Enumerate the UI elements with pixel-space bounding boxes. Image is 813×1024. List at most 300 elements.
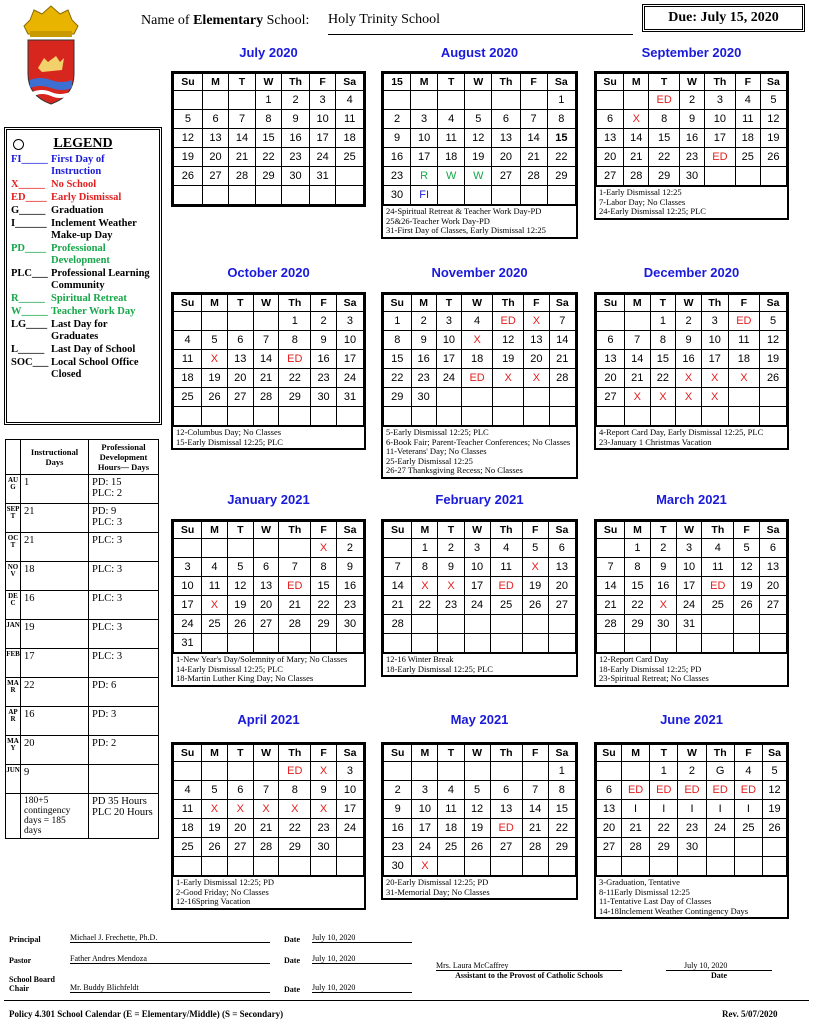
legend-text: Inclement Weather Make-up Day	[51, 218, 137, 241]
day-cell: 26	[760, 369, 787, 388]
hours-row	[6, 765, 159, 794]
revision-text: Rev. 5/07/2020	[722, 1009, 778, 1019]
week-row	[174, 350, 364, 369]
hours-row	[6, 707, 159, 736]
day-cell: X	[412, 857, 438, 876]
day-cell	[702, 615, 734, 634]
hours-days: 18	[21, 562, 89, 591]
day-cell: 6	[227, 331, 253, 350]
day-cell: 31	[309, 167, 335, 186]
day-cell: 19	[202, 369, 228, 388]
day-cell	[597, 312, 625, 331]
day-cell: 7	[597, 558, 625, 577]
legend-item	[11, 344, 155, 356]
day-cell: 10	[336, 331, 363, 350]
day-cell: 16	[384, 819, 412, 838]
month-title: September 2020	[641, 45, 742, 60]
day-cell: 5	[760, 312, 787, 331]
day-cell: ED	[649, 91, 680, 110]
day-cell: X	[650, 596, 676, 615]
calendar-grid	[596, 521, 787, 653]
day-cell	[734, 857, 762, 876]
day-cell: 13	[548, 558, 575, 577]
day-cell: 29	[279, 388, 311, 407]
day-cell	[464, 762, 490, 781]
month-note: 1-Early Dismissal 12:25	[599, 187, 682, 197]
day-cell: 10	[705, 110, 736, 129]
weekday-header: T	[650, 522, 676, 539]
weekday-header: Th	[490, 522, 522, 539]
hours-month: NOV	[6, 562, 21, 591]
day-cell: X	[624, 388, 650, 407]
day-cell	[759, 615, 786, 634]
hours-pd: PLC: 3	[89, 591, 159, 620]
day-cell: 18	[174, 819, 202, 838]
day-cell: 14	[520, 129, 547, 148]
day-cell	[624, 407, 650, 426]
day-cell: 2	[650, 539, 676, 558]
day-cell: 10	[411, 129, 438, 148]
week-row	[384, 369, 576, 388]
day-cell	[597, 762, 622, 781]
date-label-2: Date	[284, 956, 300, 965]
day-cell	[229, 186, 255, 205]
day-cell	[282, 186, 310, 205]
weekday-header: Sa	[549, 295, 575, 312]
day-cell: 4	[735, 91, 760, 110]
day-cell	[597, 857, 622, 876]
month-note: 20-Early Dismissal 12:25; PD	[386, 877, 489, 887]
week-row	[384, 819, 576, 838]
month-note: 25-Early Dismissal 12:25	[386, 455, 473, 466]
month-title: July 2020	[239, 45, 298, 60]
day-cell: 3	[701, 312, 728, 331]
day-cell	[621, 762, 649, 781]
day-cell: X	[202, 800, 228, 819]
weekday-header: Su	[174, 295, 202, 312]
day-cell: 5	[227, 558, 253, 577]
day-cell: 20	[227, 369, 253, 388]
assistant-date-label: Date	[666, 970, 772, 980]
day-cell	[202, 539, 228, 558]
board-name: Mr. Buddy Blichfeldt	[70, 983, 270, 993]
week-row	[597, 577, 787, 596]
day-cell: 9	[680, 110, 705, 129]
assistant-name: Mrs. Laura McCaffrey	[436, 961, 509, 970]
day-cell: 1	[548, 762, 575, 781]
day-cell: 4	[174, 781, 202, 800]
day-cell	[522, 615, 548, 634]
day-cell	[493, 388, 524, 407]
calendar-grid	[173, 73, 364, 205]
day-cell	[384, 634, 412, 653]
day-cell: 23	[384, 838, 412, 857]
date-label-1: Date	[284, 935, 300, 944]
day-cell: 31	[336, 388, 363, 407]
day-cell	[706, 838, 734, 857]
weekday-header: Su	[384, 745, 412, 762]
day-cell: 21	[279, 596, 311, 615]
day-cell: 20	[597, 819, 622, 838]
hours-month: APR	[6, 707, 21, 736]
day-cell	[763, 857, 787, 876]
day-cell: X	[462, 331, 493, 350]
day-cell: 30	[311, 838, 337, 857]
day-cell: X	[202, 596, 228, 615]
month-note: 12-16Spring Vacation	[176, 896, 251, 906]
day-cell: X	[728, 369, 760, 388]
day-cell: 7	[253, 331, 279, 350]
day-cell: 27	[759, 596, 786, 615]
day-cell: 21	[520, 148, 547, 167]
day-cell	[490, 615, 522, 634]
day-cell: 18	[438, 819, 464, 838]
weekday-header: T	[227, 522, 253, 539]
week-row	[384, 781, 576, 800]
day-cell: 9	[384, 129, 411, 148]
day-cell: 28	[384, 615, 412, 634]
weekday-header: T	[227, 745, 253, 762]
week-row	[174, 634, 364, 653]
date-1: July 10, 2020	[312, 933, 412, 943]
day-cell: 27	[597, 388, 625, 407]
legend-item	[11, 293, 155, 305]
month-note: 24-Early Dismissal 12:25; PLC	[599, 206, 706, 216]
pastor-label: Pastor	[9, 956, 32, 965]
week-row	[174, 838, 364, 857]
weekday-header: Sa	[759, 522, 786, 539]
weekday-header: W	[680, 74, 705, 91]
day-cell: 27	[597, 838, 622, 857]
day-cell: 23	[336, 596, 363, 615]
day-cell: 18	[735, 129, 760, 148]
day-cell: 8	[548, 781, 575, 800]
day-cell: 16	[282, 129, 310, 148]
day-cell: 9	[311, 781, 337, 800]
day-cell	[650, 857, 678, 876]
weekday-header: M	[202, 295, 228, 312]
day-cell: 1	[650, 762, 678, 781]
week-row	[174, 129, 364, 148]
day-cell: 6	[490, 781, 522, 800]
day-cell	[309, 186, 335, 205]
day-cell: 11	[336, 110, 364, 129]
week-row	[384, 577, 576, 596]
day-cell: 28	[549, 369, 575, 388]
day-cell: 2	[311, 312, 337, 331]
day-cell: 5	[464, 781, 490, 800]
legend-item	[11, 357, 155, 381]
policy-text: Policy 4.301 School Calendar (E = Elementary/Middle) (S = Secondary)	[9, 1009, 284, 1019]
day-cell: 3	[174, 558, 202, 577]
day-cell: 28	[522, 838, 548, 857]
week-row	[384, 615, 576, 634]
weekday-header: M	[411, 74, 438, 91]
hours-days: 19	[21, 620, 89, 649]
legend-code: ED____	[11, 192, 47, 203]
weekday-header: F	[522, 522, 548, 539]
day-cell	[548, 615, 575, 634]
weekday-header: Su	[597, 295, 625, 312]
week-row	[384, 388, 576, 407]
day-cell: 16	[676, 350, 702, 369]
day-cell: 7	[520, 110, 547, 129]
day-cell: 12	[734, 558, 760, 577]
day-cell	[412, 762, 438, 781]
day-cell: 3	[336, 312, 363, 331]
month-note: 12-Report Card Day	[599, 654, 669, 664]
day-cell	[734, 838, 762, 857]
day-cell	[336, 838, 363, 857]
weekday-header: T	[229, 74, 255, 91]
weekday-header: T	[227, 295, 253, 312]
month-title: March 2021	[656, 492, 727, 507]
day-cell: 13	[253, 577, 279, 596]
hours-pd: PD: 9 PLC: 3	[89, 504, 159, 533]
day-cell: 26	[464, 838, 490, 857]
day-cell: 30	[282, 167, 310, 186]
day-cell: X	[522, 558, 548, 577]
weekday-header: Sa	[763, 745, 787, 762]
day-cell	[436, 388, 461, 407]
day-cell: 25	[490, 596, 522, 615]
day-cell: 23	[680, 148, 705, 167]
day-cell	[522, 634, 548, 653]
week-row	[597, 331, 787, 350]
day-cell: I	[678, 800, 706, 819]
week-row	[384, 539, 576, 558]
day-cell: X	[311, 800, 337, 819]
day-cell: 11	[490, 558, 522, 577]
month-note: 4-Report Card Day, Early Dismissal 12:25, PLC	[599, 427, 764, 437]
day-cell: 8	[279, 331, 311, 350]
day-cell: X	[524, 312, 549, 331]
day-cell	[735, 167, 760, 186]
weekday-header: Th	[279, 295, 311, 312]
day-cell: 26	[522, 596, 548, 615]
day-cell: 7	[253, 781, 279, 800]
hours-row	[6, 504, 159, 533]
day-cell	[411, 407, 436, 426]
day-cell	[227, 539, 253, 558]
day-cell: 2	[438, 539, 464, 558]
day-cell: 14	[384, 577, 412, 596]
day-cell: 4	[734, 762, 762, 781]
weekday-header: W	[676, 295, 702, 312]
day-cell: 26	[202, 838, 228, 857]
week-row	[597, 558, 787, 577]
day-cell	[760, 167, 786, 186]
weekday-header: Th	[705, 74, 736, 91]
day-cell: 14	[253, 350, 279, 369]
weekday-header: W	[253, 745, 279, 762]
legend-code: L_____	[11, 344, 45, 355]
day-cell: ED	[621, 781, 649, 800]
day-cell: 20	[492, 148, 520, 167]
month-note: 11-Veterans' Day; No Classes	[386, 446, 487, 456]
day-cell: 13	[759, 558, 786, 577]
day-cell: 8	[650, 331, 676, 350]
day-cell: 17	[701, 350, 728, 369]
hours-pd	[89, 765, 159, 794]
day-cell: 25	[735, 148, 760, 167]
day-cell: 7	[384, 558, 412, 577]
day-cell: 12	[763, 781, 787, 800]
month-notes	[383, 426, 576, 477]
day-cell	[336, 634, 363, 653]
day-cell: 2	[336, 539, 363, 558]
day-cell: 24	[336, 819, 363, 838]
month-notes	[173, 426, 364, 448]
day-cell: 17	[309, 129, 335, 148]
day-cell	[279, 857, 311, 876]
week-row	[597, 312, 787, 331]
day-cell	[202, 857, 228, 876]
week-row	[174, 186, 364, 205]
month-title: June 2021	[660, 712, 723, 727]
weekday-header: W	[462, 295, 493, 312]
day-cell: 22	[625, 596, 651, 615]
weekday-header: F	[728, 295, 760, 312]
pastor-name: Father Andres Mendoza	[70, 954, 270, 964]
day-cell: 26	[202, 388, 228, 407]
day-cell	[384, 539, 412, 558]
day-cell: 21	[624, 369, 650, 388]
month-note: 12-Columbus Day; No Classes	[176, 427, 282, 437]
day-cell: 3	[336, 762, 363, 781]
day-cell: 21	[229, 148, 255, 167]
hours-total-days: 180+5 contingency days = 185 days	[21, 794, 89, 839]
day-cell: X	[493, 369, 524, 388]
calendar-grid	[383, 73, 576, 205]
day-cell	[520, 91, 547, 110]
day-cell: 25	[438, 838, 464, 857]
day-cell: 17	[676, 577, 702, 596]
day-cell	[597, 91, 624, 110]
day-cell: X	[524, 369, 549, 388]
month-calendar	[381, 292, 578, 479]
month-calendar	[171, 519, 366, 687]
day-cell: 24	[706, 819, 734, 838]
week-row	[384, 167, 576, 186]
week-row	[384, 148, 576, 167]
day-cell: 11	[735, 110, 760, 129]
day-cell: 29	[650, 838, 678, 857]
calendar-grid	[596, 744, 787, 876]
day-cell	[548, 634, 575, 653]
day-cell: 2	[676, 312, 702, 331]
day-cell: 14	[624, 129, 649, 148]
day-cell: 26	[174, 167, 203, 186]
day-cell: 22	[279, 819, 311, 838]
hours-pd: PLC: 3	[89, 620, 159, 649]
hours-month: JUN	[6, 765, 21, 794]
legend-code: W_____	[11, 306, 48, 317]
school-name-label: Name of Elementary School:	[141, 13, 310, 28]
legend-text: Last Day of School	[51, 344, 136, 355]
day-cell: 24	[676, 596, 702, 615]
hours-days: 21	[21, 533, 89, 562]
day-cell: 1	[625, 539, 651, 558]
day-cell: 4	[438, 110, 465, 129]
day-cell	[462, 388, 493, 407]
day-cell	[253, 539, 279, 558]
hours-days: 9	[21, 765, 89, 794]
day-cell: 19	[522, 577, 548, 596]
legend-text: No School	[51, 179, 97, 190]
day-cell: 2	[678, 762, 706, 781]
day-cell	[624, 91, 649, 110]
day-cell	[336, 167, 364, 186]
weekday-header: Sa	[336, 522, 363, 539]
day-cell: 21	[253, 369, 279, 388]
legend-text: Spiritual Retreat	[51, 293, 127, 304]
day-cell: ED	[279, 350, 311, 369]
hours-row	[6, 649, 159, 678]
day-cell: ED	[728, 312, 760, 331]
day-cell: 7	[549, 312, 575, 331]
weekday-header: M	[411, 295, 436, 312]
week-row	[597, 762, 787, 781]
day-cell: 15	[311, 577, 337, 596]
day-cell: 15	[384, 350, 412, 369]
day-cell	[384, 407, 412, 426]
day-cell	[522, 762, 548, 781]
weekday-header: M	[412, 745, 438, 762]
day-cell: 9	[676, 331, 702, 350]
weekday-header: T	[649, 74, 680, 91]
month-note: 18-Early Dismissal 12:25; PLC	[386, 663, 493, 674]
week-row	[597, 129, 787, 148]
day-cell: 11	[728, 331, 760, 350]
week-row	[384, 838, 576, 857]
legend-item	[11, 268, 155, 292]
day-cell: ED	[490, 577, 522, 596]
day-cell: 4	[174, 331, 202, 350]
week-row	[597, 857, 787, 876]
hours-days: 1	[21, 475, 89, 504]
day-cell: 13	[597, 800, 622, 819]
day-cell: 15	[548, 800, 575, 819]
day-cell: 21	[384, 596, 412, 615]
legend-item	[11, 306, 155, 318]
weekday-header: Th	[701, 295, 728, 312]
day-cell: 13	[597, 129, 624, 148]
weekday-header: F	[734, 522, 760, 539]
hours-row	[6, 562, 159, 591]
day-cell: ED	[705, 148, 736, 167]
day-cell: X	[676, 369, 702, 388]
day-cell	[705, 167, 736, 186]
assistant-title: Assistant to the Provost of Catholic Schools	[436, 970, 622, 980]
month-note: 31-Memorial Day; No Classes	[386, 886, 490, 897]
day-cell: 5	[522, 539, 548, 558]
day-cell: 26	[763, 819, 787, 838]
hours-row	[6, 678, 159, 707]
day-cell: 21	[522, 819, 548, 838]
weekday-header: F	[311, 295, 337, 312]
day-cell: 28	[253, 388, 279, 407]
day-cell: 5	[202, 331, 228, 350]
day-cell: X	[624, 110, 649, 129]
hours-row	[6, 591, 159, 620]
day-cell: 11	[202, 577, 228, 596]
month-note: 26-27 Thanksgiving Recess; No Classes	[386, 465, 523, 475]
day-cell: X	[650, 388, 676, 407]
day-cell: 21	[549, 350, 575, 369]
day-cell: 7	[624, 331, 650, 350]
weekday-header: T	[438, 522, 464, 539]
